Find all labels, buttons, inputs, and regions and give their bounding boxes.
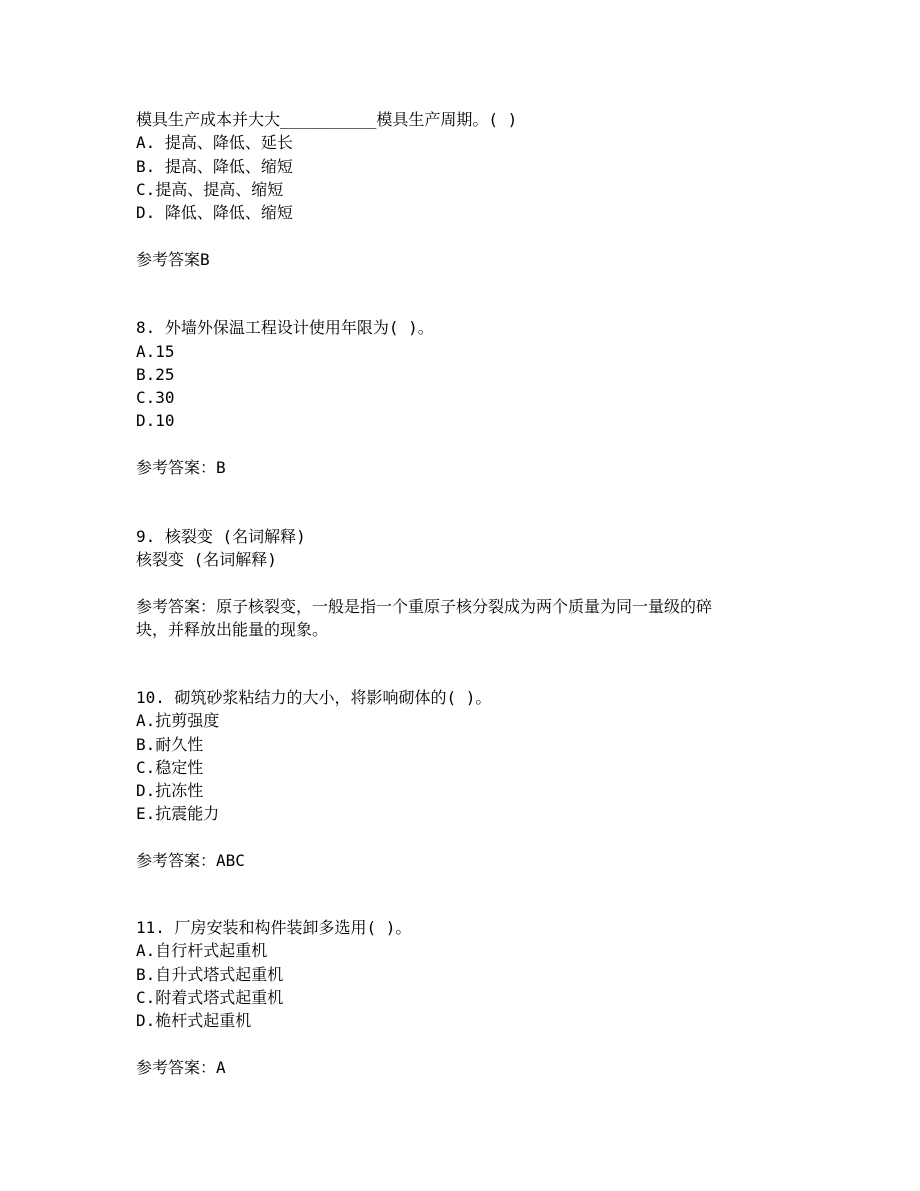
question-10-option-d: D.抗冻性	[136, 781, 204, 800]
question-11-option-a: A.自行杆式起重机	[136, 941, 268, 960]
question-7-option-d: D. 降低、降低、缩短	[136, 203, 293, 222]
question-11-option-d: D.桅杆式起重机	[136, 1011, 252, 1030]
question-10-option-b: B.耐久性	[136, 735, 204, 754]
question-10-option-a: A.抗剪强度	[136, 711, 220, 730]
question-10-option-e: E.抗震能力	[136, 804, 220, 823]
question-7-option-b: B. 提高、降低、缩短	[136, 157, 293, 176]
question-11-option-b: B.自升式塔式起重机	[136, 965, 284, 984]
question-8-option-b: B.25	[136, 365, 175, 384]
question-11-stem: 11. 厂房安装和构件装卸多选用( )。	[136, 918, 412, 937]
question-10-stem: 10. 砌筑砂浆粘结力的大小，将影响砌体的( )。	[136, 688, 492, 707]
question-10-answer: 参考答案：ABC	[136, 851, 245, 870]
question-7-option-c: C.提高、提高、缩短	[136, 180, 284, 199]
question-10-option-c: C.稳定性	[136, 758, 204, 777]
question-9-stem: 9. 核裂变 (名词解释)	[136, 527, 306, 546]
question-7-stem: 模具生产成本并大大__________模具生产周期。( )	[136, 110, 518, 129]
question-11-answer: 参考答案：A	[136, 1058, 226, 1077]
question-9-restated: 核裂变 (名词解释)	[136, 550, 277, 569]
question-7-answer: 参考答案B	[136, 250, 210, 269]
question-9-answer-line-2: 块，并释放出能量的现象。	[136, 620, 329, 639]
question-7-option-a: A. 提高、降低、延长	[136, 133, 293, 152]
question-8-option-c: C.30	[136, 388, 175, 407]
question-11-option-c: C.附着式塔式起重机	[136, 988, 284, 1007]
question-8-option-a: A.15	[136, 342, 175, 361]
question-8-answer: 参考答案：B	[136, 458, 226, 477]
question-9-answer-line-1: 参考答案：原子核裂变，一般是指一个重原子核分裂成为两个质量为同一量级的碎	[136, 597, 713, 616]
question-8-stem: 8. 外墙外保温工程设计使用年限为( )。	[136, 318, 434, 337]
question-8-option-d: D.10	[136, 411, 175, 430]
